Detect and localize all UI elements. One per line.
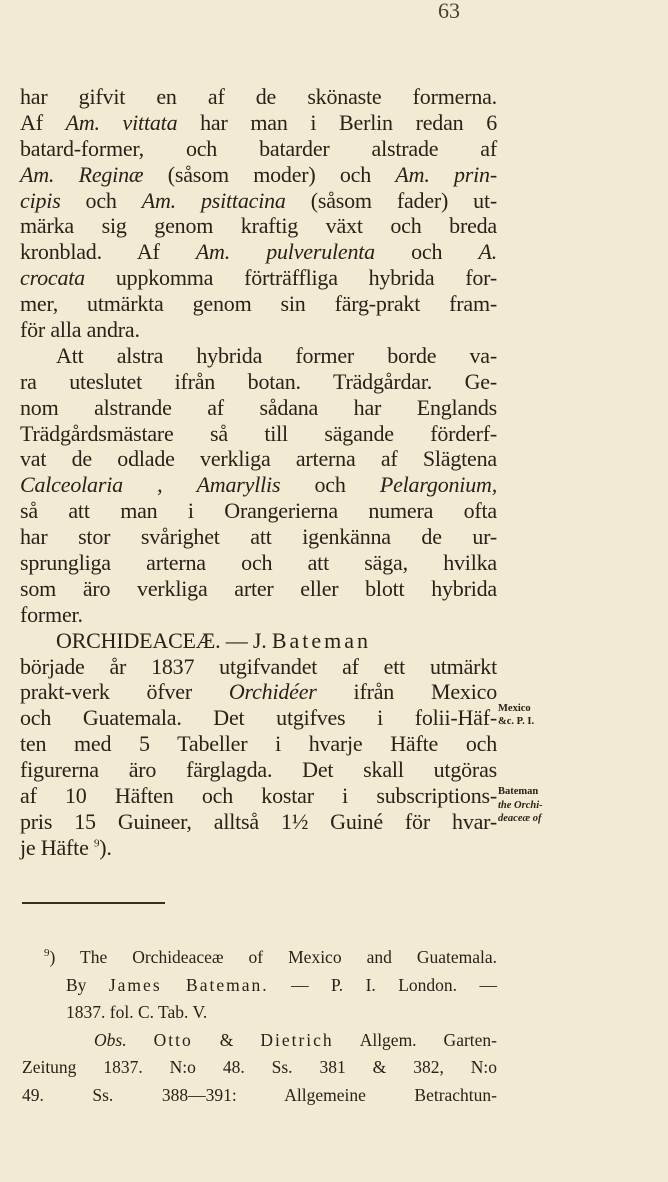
text-segment: och Guatemala. Det utgifves i folii-Häf- — [20, 705, 497, 731]
margin-note-title-1: the Orchi- — [498, 800, 543, 811]
text-line — [20, 446, 497, 472]
text-segment: Orchidéer — [228, 679, 317, 705]
footnote-marker: 9 — [44, 947, 50, 960]
text-line — [20, 679, 497, 705]
text-segment: Af — [20, 109, 66, 135]
text-segment: By — [66, 974, 109, 995]
text-segment: (såsom moder) och — [143, 161, 396, 187]
text-segment: har stor svårighet att igenkänna de ur- — [20, 524, 497, 550]
text-line — [20, 291, 497, 317]
text-line — [20, 654, 497, 680]
text-line — [20, 835, 497, 861]
text-segment: ra uteslutet ifrån botan. Trädgårdar. Ge- — [20, 368, 497, 394]
text-segment: af 10 Häften och kostar i subscriptions- — [20, 783, 497, 809]
text-segment: Am. Reginæ — [20, 161, 144, 187]
margin-note-author: Bateman — [498, 786, 539, 797]
text-segment: för alla andra. — [20, 317, 140, 343]
text-segment: former. — [20, 601, 83, 627]
margin-note-title-2: deaceæ of — [498, 813, 542, 824]
text-line — [20, 110, 497, 136]
text-segment: ) The Orchideaceæ of Mexico and Guatemala. — [49, 947, 497, 967]
text-line — [20, 757, 497, 783]
text-segment: , — [122, 472, 197, 498]
text-segment: batard-former, och batarder alstrade af — [20, 135, 497, 161]
text-line — [20, 421, 497, 447]
body-text — [20, 84, 497, 861]
text-line — [20, 136, 497, 162]
text-line — [20, 188, 497, 214]
text-segment: nom alstrande af sådana har Englands — [20, 394, 497, 420]
text-segment: je Häfte — [20, 834, 94, 860]
text-line — [20, 84, 497, 110]
text-line — [20, 239, 497, 265]
text-line — [20, 576, 497, 602]
margin-note-title-4: &c. P. I. — [498, 716, 535, 727]
text-segment — [127, 1030, 154, 1050]
text-segment: Bateman — [271, 627, 372, 653]
text-line — [20, 628, 497, 654]
text-segment: Trädgårdsmästare så till sägande förderf- — [20, 420, 497, 446]
text-segment: uppkomma förträffliga hybrida for- — [85, 265, 497, 291]
text-segment: Allgem. Garten- — [333, 1029, 497, 1050]
text-segment: Am. pulverulenta — [195, 239, 375, 265]
text-segment: 1837. fol. C. Tab. V. — [66, 1002, 208, 1022]
text-segment: och — [60, 187, 142, 213]
text-line — [20, 602, 497, 628]
text-line — [20, 705, 497, 731]
footnote-line — [22, 1027, 497, 1055]
text-segment: så att man i Orangerierna numera ofta — [20, 498, 497, 524]
footnote — [22, 944, 497, 1109]
footnote-line — [22, 944, 497, 972]
text-segment: Otto — [153, 1029, 193, 1050]
text-segment: har gifvit en af de skönaste formerna. — [20, 84, 497, 109]
page-number: 63 — [438, 0, 460, 23]
footnote-marker: 9 — [93, 837, 100, 850]
text-segment: Amaryllis — [196, 472, 281, 498]
text-segment: James Bateman. — [108, 974, 269, 995]
text-segment: prakt-verk öfver — [20, 679, 229, 705]
text-segment: Pelargonium, — [379, 472, 498, 498]
text-segment: Am. prin- — [395, 161, 497, 187]
text-line — [20, 213, 497, 239]
text-segment: ifrån Mexico — [316, 679, 497, 705]
text-segment: Dietrich — [260, 1029, 334, 1050]
text-line — [20, 472, 497, 498]
text-segment: sprungliga arterna och att säga, hvilka — [20, 550, 497, 576]
text-line — [20, 369, 497, 395]
text-segment: vat de odlade verkliga arterna af Slägtena — [20, 446, 497, 472]
text-line — [20, 395, 497, 421]
text-segment: Att alstra hybrida former borde va- — [56, 342, 497, 368]
text-segment: Obs. — [94, 1029, 127, 1050]
text-line — [20, 783, 497, 809]
text-segment: figurerna äro färglagda. Det skall utgöras — [20, 757, 497, 783]
footnote-divider — [22, 902, 165, 904]
text-segment: märka sig genom kraftig växt och breda — [20, 213, 497, 239]
text-segment: Zeitung 1837. N:o 48. Ss. 381 & 382, N:o — [22, 1057, 497, 1077]
text-segment: Am. vittata — [65, 109, 178, 135]
text-line — [20, 265, 497, 291]
text-segment: & — [192, 1029, 261, 1050]
footnote-line — [22, 972, 497, 1000]
text-segment: ORCHIDEACEÆ. — J. — [56, 627, 272, 653]
text-segment: (såsom fader) ut- — [285, 187, 497, 213]
text-segment: 49. Ss. 388—391: Allgemeine Betrachtun- — [22, 1084, 497, 1105]
text-segment: ten med 5 Tabeller i hvarje Häfte och — [20, 731, 497, 757]
text-segment: kronblad. Af — [20, 239, 196, 265]
footnote-line — [22, 999, 497, 1027]
margin-note-title-3: Mexico — [498, 703, 531, 714]
text-segment: mer, utmärkta genom sin färg-prakt fram- — [20, 291, 497, 317]
text-segment: och — [280, 472, 380, 498]
text-line — [20, 731, 497, 757]
text-line — [20, 162, 497, 188]
text-segment: som äro verkliga arter eller blott hybrida — [20, 575, 497, 601]
text-segment: A. — [478, 239, 497, 265]
text-line — [20, 343, 497, 369]
text-segment: och — [374, 239, 479, 265]
footnote-line — [22, 1082, 497, 1110]
text-segment: Am. psittacina — [141, 187, 286, 213]
text-line — [20, 524, 497, 550]
text-line — [20, 317, 497, 343]
text-segment: har man i Berlin redan 6 — [177, 109, 497, 135]
text-segment: började år 1837 utgifvandet af ett utmärkt — [20, 653, 497, 679]
text-segment: cipis — [20, 187, 61, 213]
text-segment: pris 15 Guineer, alltså 1½ Guiné för hvar- — [20, 808, 497, 834]
text-line — [20, 550, 497, 576]
text-line — [20, 498, 497, 524]
text-segment: crocata — [20, 265, 85, 291]
text-segment: — P. I. London. — — [268, 974, 497, 995]
text-segment: Calceolaria — [20, 472, 123, 498]
text-line — [20, 809, 497, 835]
text-segment: ). — [99, 834, 112, 860]
footnote-line — [22, 1054, 497, 1082]
